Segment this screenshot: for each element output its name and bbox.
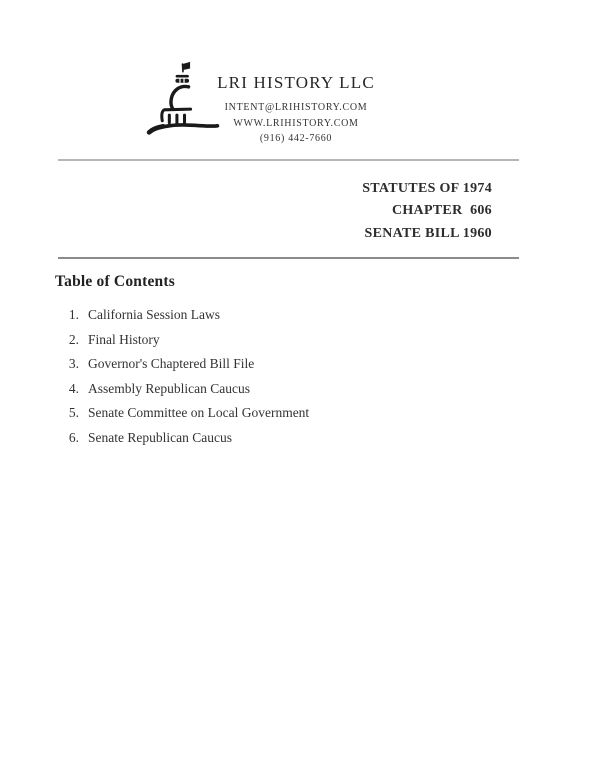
toc-item-number: 4. bbox=[68, 380, 79, 396]
contact-email: INTENT@LRIHISTORY.COM bbox=[224, 102, 368, 113]
divider-bottom bbox=[58, 257, 519, 259]
toc-item-label: Governor's Chaptered Bill File bbox=[88, 356, 255, 372]
toc-item-number: 1. bbox=[68, 307, 79, 322]
divider-top bbox=[58, 159, 519, 161]
toc-item bbox=[62, 303, 482, 328]
toc-item-label: Senate Committee on Local Government bbox=[88, 405, 310, 421]
statutes-of-year: STATUTES OF 1974 bbox=[362, 181, 492, 196]
toc-item-label: Assembly Republican Caucus bbox=[88, 380, 250, 396]
toc-item-number: 5. bbox=[68, 405, 79, 421]
company-name: LRI HISTORY LLC bbox=[217, 73, 375, 92]
chapter-number: CHAPTER 606 bbox=[391, 203, 492, 219]
toc-list bbox=[62, 303, 482, 451]
contact-website: WWW.LRIHISTORY.COM bbox=[233, 117, 359, 129]
toc-item-label: California Session Laws bbox=[88, 307, 220, 322]
toc-item-number: 2. bbox=[68, 331, 79, 347]
toc-item bbox=[62, 328, 482, 353]
toc-item-number: 3. bbox=[68, 356, 79, 372]
toc-item bbox=[62, 352, 482, 377]
letterhead bbox=[171, 73, 421, 147]
toc-item bbox=[62, 401, 482, 426]
toc-title: Table of Contents bbox=[55, 273, 175, 290]
toc-item bbox=[62, 377, 482, 402]
statute-reference bbox=[362, 178, 492, 245]
toc-item bbox=[62, 426, 482, 451]
toc-item-number: 6. bbox=[68, 429, 79, 445]
contact-phone: (916) 442-7660 bbox=[259, 133, 333, 144]
toc-item-label: Final History bbox=[88, 331, 160, 347]
toc-item-label: Senate Republican Caucus bbox=[88, 429, 232, 445]
senate-bill-number: SENATE BILL 1960 bbox=[364, 225, 492, 241]
